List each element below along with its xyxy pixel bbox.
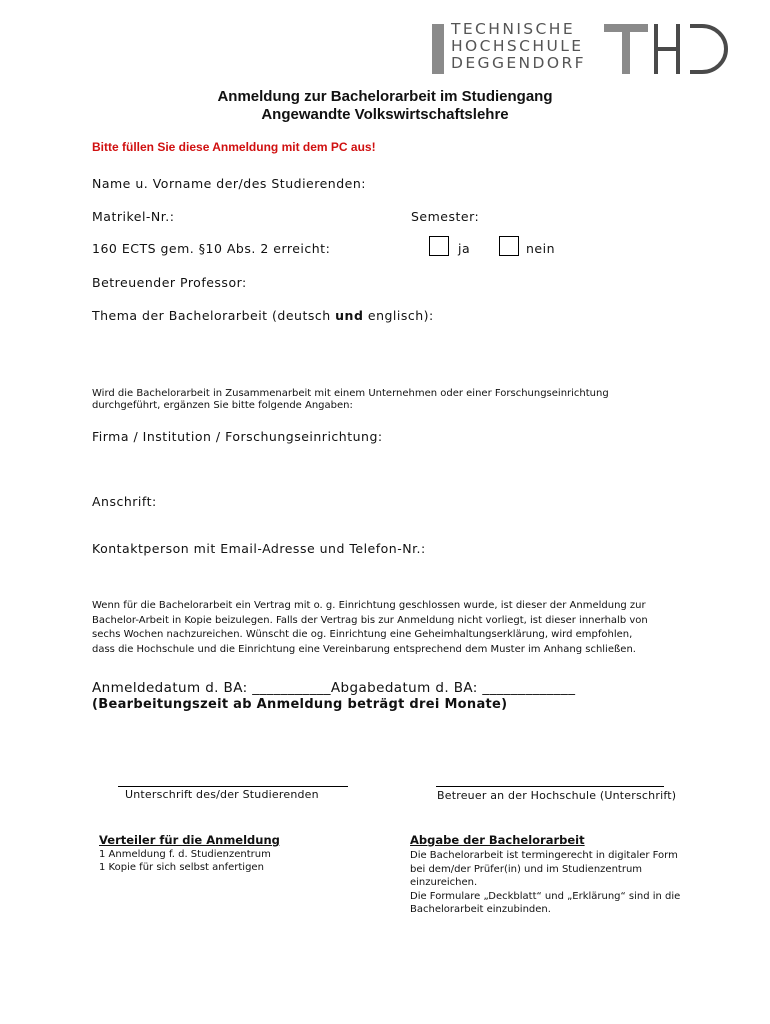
semester-field-label: Semester: (411, 209, 480, 224)
submission-line-3: einzureichen. (410, 877, 478, 889)
nein-checkbox[interactable] (499, 236, 519, 256)
contract-note-line-3: sechs Wochen nachzureichen. Wünscht die og. Einrichtung eine Geheimhaltungserklärung, wird empfohlen, (92, 629, 633, 641)
logo-bar (432, 24, 444, 74)
submission-text (410, 849, 680, 917)
university-logo (432, 20, 732, 76)
ects-field-label: 160 ECTS gem. §10 Abs. 2 erreicht: (92, 241, 331, 256)
matrikel-field-label: Matrikel-Nr.: (92, 209, 175, 224)
company-note-line-2: durchgeführt, ergänzen Sie bitte folgende Angaben: (92, 400, 353, 411)
submission-heading: Abgabe der Bachelorarbeit (410, 833, 585, 847)
distribution-heading: Verteiler für die Anmeldung (99, 833, 280, 847)
distribution-item-1: 1 Anmeldung f. d. Studienzentrum (99, 849, 271, 860)
thema-field-label (92, 308, 434, 323)
logo-text (451, 21, 586, 72)
distribution-item-2: 1 Kopie für sich selbst anfertigen (99, 862, 264, 873)
anschrift-field-label: Anschrift: (92, 494, 157, 509)
kontakt-field-label: Kontaktperson mit Email-Adresse und Telefon-Nr.: (92, 541, 426, 556)
submission-line-5: Bachelorarbeit einzubinden. (410, 904, 551, 916)
contract-note-line-4: dass die Hochschule und die Einrichtung eine Vereinbarung entsprechend dem Muster im Anhang schließen. (92, 644, 636, 656)
student-signature-label: Unterschrift des/der Studierenden (125, 788, 319, 801)
submission-line-1: Die Bachelorarbeit ist termingerecht in digitaler Form (410, 850, 678, 861)
ja-checkbox[interactable] (429, 236, 449, 256)
form-title-line-1: Anmeldung zur Bachelorarbeit im Studiengang (217, 88, 553, 105)
duration-note: (Bearbeitungszeit ab Anmeldung beträgt drei Monate) (92, 697, 508, 712)
thema-label-pre: Thema der Bachelorarbeit (deutsch (92, 308, 336, 323)
form-title-line-2: Angewandte Volkswirtschaftslehre (261, 106, 509, 123)
supervisor-signature-label: Betreuer an der Hochschule (Unterschrift) (437, 789, 677, 802)
ja-label: ja (458, 241, 471, 256)
contract-note-line-1: Wenn für die Bachelorarbeit ein Vertrag mit o. g. Einrichtung geschlossen wurde, ist dieser der Anmeldung zur (92, 600, 646, 611)
company-note-line-1: Wird die Bachelorarbeit in Zusammenarbeit mit einem Unternehmen oder einer Forschungseinrichtung (92, 388, 609, 399)
company-note (92, 388, 609, 412)
logo-line-3: DEGGENDORF (451, 54, 586, 72)
logo-line-1: TECHNISCHE (451, 20, 576, 38)
submission-line-2: bei dem/der Prüfer(in) und im Studienzentrum (410, 863, 643, 875)
nein-label: nein (526, 241, 556, 256)
thema-label-bold: und (335, 308, 364, 323)
contract-note-line-2: Bachelor-Arbeit in Kopie beizulegen. Falls der Vertrag bis zur Anmeldung nicht vorliegt, ist dieser innerhalb von (92, 614, 648, 626)
contract-note (92, 599, 648, 658)
name-field-label: Name u. Vorname der/des Studierenden: (92, 176, 366, 191)
logo-line-2: HOCHSCHULE (451, 37, 584, 55)
thd-logo-mark-icon (604, 22, 728, 76)
thema-label-post: englisch): (363, 308, 434, 323)
firma-field-label: Firma / Institution / Forschungseinrichtung: (92, 429, 383, 444)
professor-field-label: Betreuender Professor: (92, 275, 247, 290)
student-signature-line (118, 786, 348, 787)
dates-line: Anmeldedatum d. BA: ___________Abgabedatum d. BA: _____________ (92, 680, 576, 696)
submission-line-4: Die Formulare „Deckblatt“ und „Erklärung“ sind in die (410, 890, 681, 902)
supervisor-signature-line (436, 786, 664, 787)
instruction-text: Bitte füllen Sie diese Anmeldung mit dem PC aus! (92, 140, 376, 154)
